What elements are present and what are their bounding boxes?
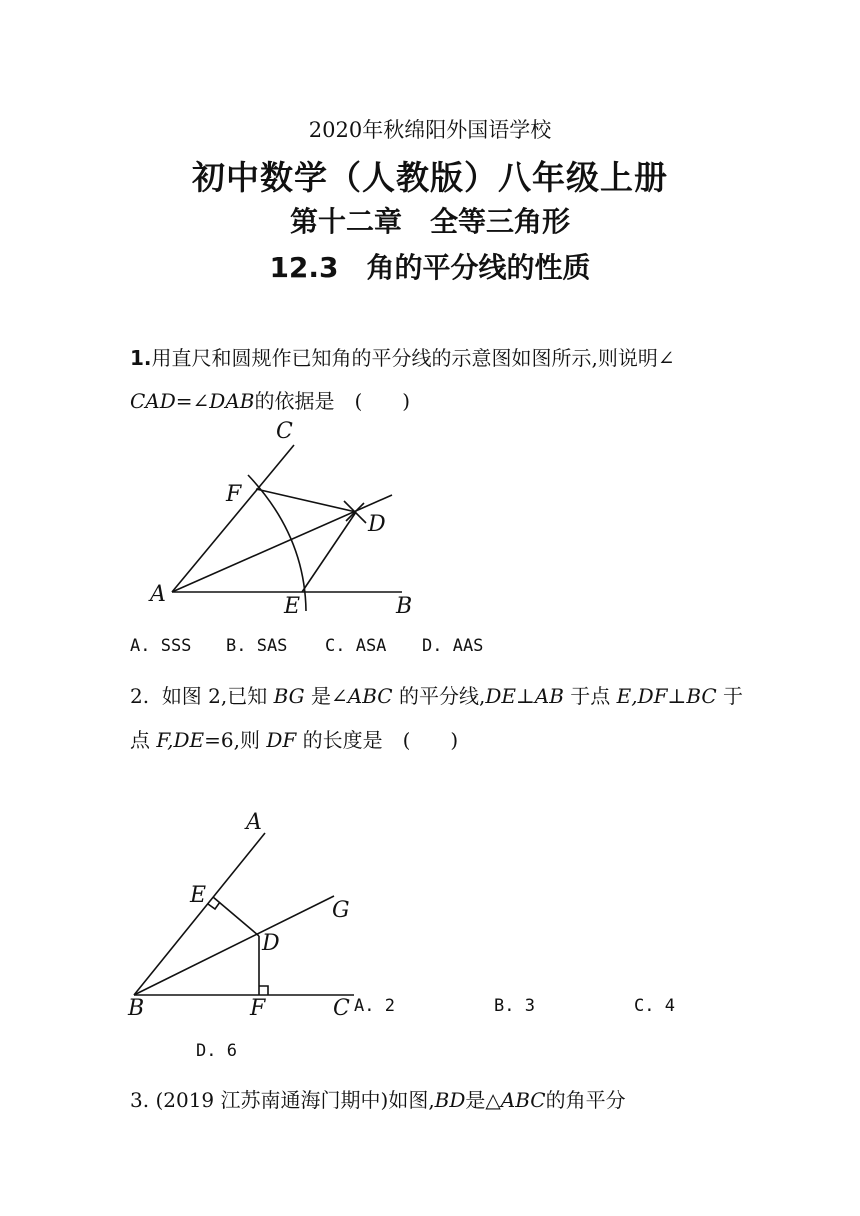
q2-text-k: ⊥ (667, 684, 687, 708)
label-D: D (368, 512, 386, 537)
q3-number: 3. (130, 1088, 150, 1112)
q1-line2 (130, 385, 410, 414)
q2-option-a: A. 2 (354, 996, 395, 1016)
label-F: F (250, 996, 266, 1020)
label-A: A (246, 810, 262, 835)
segment-FD (256, 489, 356, 512)
q2-text-f: DE (485, 684, 516, 708)
q3-text-c: 是△ (465, 1088, 501, 1112)
q2-text-g: ⊥ (515, 684, 535, 708)
label-E: E (284, 594, 301, 619)
ray-BA (134, 833, 265, 995)
q2-text-j: E,DF (616, 684, 668, 708)
q1-figure (140, 415, 430, 625)
right-angle-mark-E (208, 902, 220, 909)
chapter-title: 第十二章 全等三角形 (289, 205, 570, 238)
label-G: G (332, 898, 350, 923)
q2-text-b: BG (273, 684, 305, 708)
ray-BG (134, 896, 334, 995)
q3-line1 (130, 1084, 626, 1113)
q2-text-m: 于 (716, 684, 744, 708)
arc-FE (248, 475, 306, 611)
q1-option-d: D. AAS (422, 636, 484, 656)
q2-text-p: =6,则 (204, 728, 267, 752)
q3-text-a: (2019 江苏南通海门期中)如图, (155, 1088, 435, 1112)
label-C: C (333, 996, 350, 1020)
q2-text-q: DF (266, 728, 297, 752)
q2-text-h: AB (534, 684, 564, 708)
q2-text-c: 是∠ (304, 684, 348, 708)
q1-number: 1. (130, 346, 152, 370)
q3-text-e: 的角平分 (545, 1088, 626, 1112)
q3-text-b: BD (434, 1088, 466, 1112)
q3-text-d: ABC (500, 1088, 546, 1112)
q2-text-l: BC (686, 684, 717, 708)
q2-text-o: F,DE (156, 728, 205, 752)
q2-option-c: C. 4 (634, 996, 675, 1016)
q2-text-e: 的平分线, (392, 684, 486, 708)
label-D: D (262, 931, 280, 956)
segment-ED (302, 512, 356, 592)
section-title: 12.3 角的平分线的性质 (269, 251, 591, 284)
q2-option-d: D. 6 (196, 1041, 237, 1061)
q2-text-d: ABC (347, 684, 393, 708)
q2-text-a: 如图 2,已知 (161, 684, 274, 708)
q1-option-a: A. SSS (130, 636, 192, 656)
q2-line2 (130, 724, 458, 753)
q1-angle-expression: CAD=∠DAB (130, 389, 255, 413)
right-angle-mark-F (259, 986, 268, 995)
document-title: 初中数学（人教版）八年级上册 (192, 158, 668, 197)
q1-text: 用直尺和圆规作已知角的平分线的示意图如图所示,则说明∠ (151, 346, 675, 370)
ray-AD (172, 495, 392, 592)
q1-option-b: B. SAS (226, 636, 288, 656)
q2-option-b: B. 3 (494, 996, 535, 1016)
label-E: E (190, 883, 207, 908)
q2-text-i: 于点 (563, 684, 617, 708)
label-C: C (276, 419, 293, 444)
label-B: B (396, 594, 413, 619)
q2-number: 2. (130, 684, 150, 708)
label-A: A (150, 582, 166, 607)
q1-text-rest: 的依据是 ( ) (254, 389, 411, 413)
label-B: B (128, 996, 145, 1020)
q2-text-r: 的长度是 ( ) (296, 728, 459, 752)
q1-option-c: C. ASA (325, 636, 387, 656)
ray-AC (172, 445, 294, 592)
q1-line1 (130, 342, 675, 371)
q2-line1 (130, 680, 743, 709)
q2-figure (122, 805, 362, 1020)
school-name: 2020年秋绵阳外国语学校 (308, 118, 552, 142)
q2-text-n: 点 (130, 728, 157, 752)
label-F: F (226, 482, 242, 507)
